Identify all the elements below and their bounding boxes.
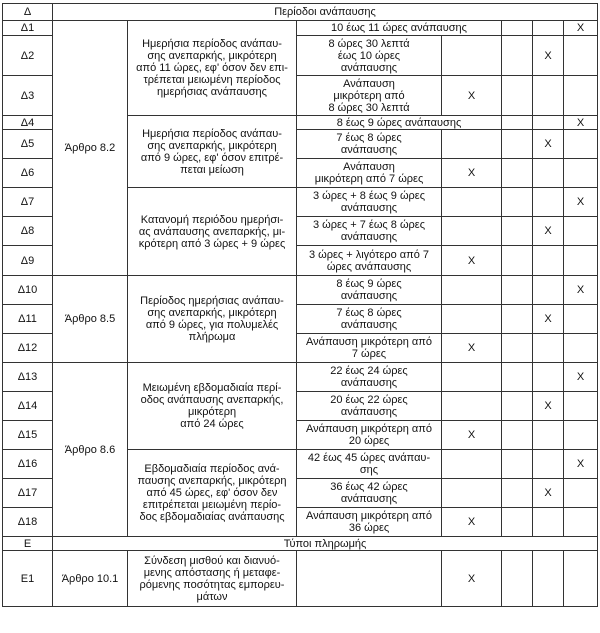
mark-cell [442, 130, 502, 159]
mark-cell: X [442, 551, 502, 607]
mark-cell [564, 36, 598, 76]
article-cell: Άρθρο 8.5 [53, 276, 128, 363]
mark-cell [502, 276, 533, 305]
condition-cell: 22 έως 24 ώρες ανάπαυσης [297, 363, 442, 392]
section-title: Τύποι πληρωμής [53, 537, 598, 551]
group-description: Ημερήσια περίοδος ανάπαυ- σης ανεπαρκής, μικρότερη από 9 ώρες, εφ' όσον επιτρέ- πεται μείωση [128, 116, 297, 188]
condition-cell: 3 ώρες + 7 έως 8 ώρες ανάπαυσης [297, 217, 442, 246]
mark-cell: X [442, 508, 502, 537]
mark-cell: X [564, 450, 598, 479]
row-code: Δ3 [3, 76, 53, 116]
row-code: Δ8 [3, 217, 53, 246]
mark-cell [533, 276, 564, 305]
mark-cell: X [533, 392, 564, 421]
condition-cell: Ανάπαυση μικρότερη από 8 ώρες 30 λεπτά [297, 76, 442, 116]
mark-cell [502, 363, 533, 392]
table-row [3, 276, 598, 305]
table-row [3, 551, 598, 607]
row-code: Δ1 [3, 21, 53, 36]
mark-cell: X [564, 116, 598, 130]
mark-cell [502, 392, 533, 421]
section-code: Δ [3, 4, 53, 21]
row-code: Δ10 [3, 276, 53, 305]
condition-cell: 7 έως 8 ώρες ανάπαυσης [297, 130, 442, 159]
mark-cell [442, 450, 502, 479]
mark-cell: X [533, 217, 564, 246]
row-code: Δ2 [3, 36, 53, 76]
section-header-row [3, 4, 598, 21]
mark-cell [442, 276, 502, 305]
mark-cell [564, 305, 598, 334]
condition-cell: Ανάπαυση μικρότερη από 36 ώρες [297, 508, 442, 537]
group-description: Ημερήσια περίοδος ανάπαυ- σης ανεπαρκής, μικρότερη από 11 ώρες, εφ' όσον δεν επι- τρέπεται μειωμένη περίοδος ημερήσιας ανάπαυσης [128, 21, 297, 116]
row-code: Δ12 [3, 334, 53, 363]
condition-cell: Ανάπαυση μικρότερη από 20 ώρες [297, 421, 442, 450]
mark-cell [564, 392, 598, 421]
mark-cell [502, 305, 533, 334]
row-code: Δ4 [3, 116, 53, 130]
condition-cell: 20 έως 22 ώρες ανάπαυσης [297, 392, 442, 421]
row-code: Δ17 [3, 479, 53, 508]
condition-cell: 3 ώρες + 8 έως 9 ώρες ανάπαυσης [297, 188, 442, 217]
mark-cell [442, 392, 502, 421]
mark-cell: X [533, 130, 564, 159]
article-cell: Άρθρο 8.6 [53, 363, 128, 537]
mark-cell [502, 76, 533, 116]
mark-cell [533, 334, 564, 363]
group-description: Κατανομή περιόδου ημερήσι- ας ανάπαυσης ανεπαρκής, μι- κρότερη από 3 ώρες + 9 ώρες [128, 188, 297, 276]
table-row [3, 363, 598, 392]
mark-cell [533, 551, 564, 607]
condition-cell: Ανάπαυση μικρότερη από 7 ώρες [297, 334, 442, 363]
mark-cell [533, 246, 564, 276]
mark-cell [502, 188, 533, 217]
group-description: Εβδομαδιαία περίοδος ανά- παυσης ανεπαρκής, μικρότερη από 45 ώρες, εφ' όσον δεν επιτρέπεται μειωμένη περίο- δος εβδομαδιαίας ανάπαυσης [128, 450, 297, 537]
mark-cell [442, 217, 502, 246]
mark-cell [564, 479, 598, 508]
mark-cell [533, 159, 564, 188]
mark-cell [502, 116, 533, 130]
mark-cell: X [564, 21, 598, 36]
section-code: Ε [3, 537, 53, 551]
condition-cell: Ανάπαυση μικρότερη από 7 ώρες [297, 159, 442, 188]
mark-cell [502, 421, 533, 450]
condition-cell: 7 έως 8 ώρες ανάπαυσης [297, 305, 442, 334]
mark-cell [564, 76, 598, 116]
mark-cell [533, 363, 564, 392]
row-code: Δ13 [3, 363, 53, 392]
mark-cell [564, 551, 598, 607]
section-title: Περίοδοι ανάπαυσης [53, 4, 598, 21]
condition-cell: 8 έως 9 ώρες ανάπαυσης [297, 116, 502, 130]
mark-cell [502, 130, 533, 159]
mark-cell [502, 334, 533, 363]
mark-cell [502, 159, 533, 188]
row-code: Δ14 [3, 392, 53, 421]
row-code: Δ9 [3, 246, 53, 276]
mark-cell: X [442, 334, 502, 363]
mark-cell [533, 450, 564, 479]
mark-cell [533, 76, 564, 116]
article-cell: Άρθρο 10.1 [53, 551, 128, 607]
group-description: Σύνδεση μισθού και διανυό- μενης απόστασης ή μεταφε- ρόμενης ποσότητας εμπορευ- μάτων [128, 551, 297, 607]
mark-cell [502, 217, 533, 246]
mark-cell [533, 116, 564, 130]
table-row [3, 21, 598, 36]
row-code: Δ16 [3, 450, 53, 479]
rest-periods-table [2, 3, 598, 607]
mark-cell: X [442, 159, 502, 188]
row-code: Δ15 [3, 421, 53, 450]
mark-cell [442, 36, 502, 76]
mark-cell [502, 479, 533, 508]
row-code: Δ7 [3, 188, 53, 217]
mark-cell [564, 130, 598, 159]
mark-cell: X [564, 188, 598, 217]
mark-cell [502, 246, 533, 276]
row-code: Δ18 [3, 508, 53, 537]
mark-cell [533, 21, 564, 36]
condition-cell: 10 έως 11 ώρες ανάπαυσης [297, 21, 502, 36]
mark-cell [502, 36, 533, 76]
mark-cell: X [533, 305, 564, 334]
mark-cell [564, 217, 598, 246]
mark-cell: X [533, 479, 564, 508]
mark-cell [564, 159, 598, 188]
mark-cell [442, 188, 502, 217]
mark-cell: X [564, 276, 598, 305]
mark-cell: X [442, 246, 502, 276]
row-code: Δ11 [3, 305, 53, 334]
condition-cell: 3 ώρες + λιγότερο από 7 ώρες ανάπαυσης [297, 246, 442, 276]
row-code: Ε1 [3, 551, 53, 607]
mark-cell [564, 246, 598, 276]
article-cell: Άρθρο 8.2 [53, 21, 128, 276]
document-page [2, 3, 598, 607]
mark-cell: X [442, 421, 502, 450]
row-code: Δ6 [3, 159, 53, 188]
group-description: Περίοδος ημερήσιας ανάπαυ- σης ανεπαρκής, μικρότερη από 9 ώρες, για πολυμελές πλήρωμα [128, 276, 297, 363]
condition-cell: 8 έως 9 ώρες ανάπαυσης [297, 276, 442, 305]
mark-cell [442, 363, 502, 392]
mark-cell: X [442, 76, 502, 116]
mark-cell [533, 188, 564, 217]
mark-cell [564, 334, 598, 363]
mark-cell [502, 551, 533, 607]
condition-cell: 8 ώρες 30 λεπτά έως 10 ώρες ανάπαυσης [297, 36, 442, 76]
section-header-row [3, 537, 598, 551]
mark-cell [502, 450, 533, 479]
mark-cell: X [564, 363, 598, 392]
mark-cell [502, 508, 533, 537]
mark-cell [442, 305, 502, 334]
row-code: Δ5 [3, 130, 53, 159]
mark-cell [564, 508, 598, 537]
mark-cell [502, 21, 533, 36]
mark-cell [442, 479, 502, 508]
mark-cell: X [533, 36, 564, 76]
group-description: Μειωμένη εβδομαδιαία περί- οδος ανάπαυσης ανεπαρκής, μικρότερη από 24 ώρες [128, 363, 297, 450]
condition-cell: 42 έως 45 ώρες ανάπαυ- σης [297, 450, 442, 479]
mark-cell [533, 421, 564, 450]
mark-cell [533, 508, 564, 537]
mark-cell [564, 421, 598, 450]
condition-cell: 36 έως 42 ώρες ανάπαυσης [297, 479, 442, 508]
condition-cell [297, 551, 442, 607]
